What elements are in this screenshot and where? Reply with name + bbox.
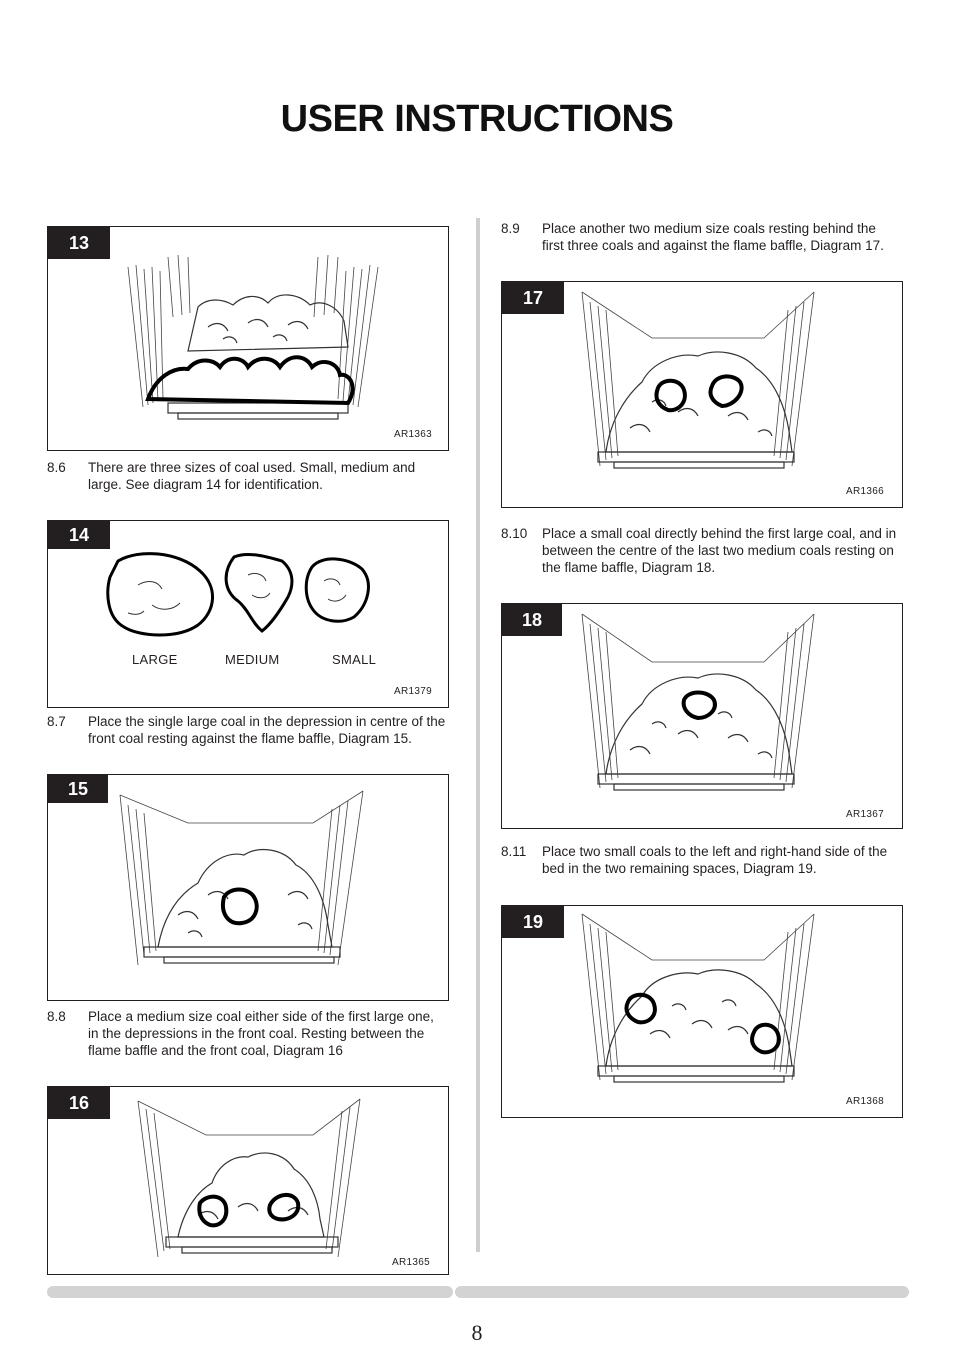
- diagram-13: [47, 226, 449, 451]
- step-text-line: Place a medium size coal either side of the first large one,: [88, 1009, 434, 1024]
- label-small: SMALL: [332, 652, 377, 667]
- diagram-number-badge: 14: [48, 521, 110, 549]
- diagram-number-badge: 18: [502, 604, 562, 636]
- diagram-reference: AR1367: [846, 809, 884, 820]
- step-text: [88, 459, 415, 493]
- fireplace-illustration-18: [502, 604, 902, 828]
- label-large: LARGE: [132, 652, 178, 667]
- diagram-reference: AR1379: [394, 686, 432, 697]
- diagram-reference: AR1366: [846, 486, 884, 497]
- step-8-9: [501, 220, 911, 256]
- step-text-line: first three coals and against the flame baffle, Diagram 17.: [542, 238, 884, 253]
- diagram-number-badge: 15: [48, 775, 108, 803]
- step-text-line: in the depressions in the front coal. Resting between the: [88, 1026, 425, 1041]
- step-text-line: large. See diagram 14 for identification.: [88, 477, 323, 492]
- step-8-7: [47, 713, 457, 749]
- fireplace-illustration-13: [48, 227, 448, 450]
- diagram-reference: AR1365: [392, 1257, 430, 1268]
- medium-coal-icon: [226, 554, 292, 631]
- step-text-line: Place two small coals to the left and right-hand side of the: [542, 844, 888, 859]
- step-number: 8.10: [501, 526, 528, 541]
- footer-bar-left: [47, 1286, 453, 1298]
- step-text-line: front coal resting against the flame baffle, Diagram 15.: [88, 731, 412, 746]
- diagram-number-badge: 19: [502, 906, 564, 938]
- step-text-line: Place a small coal directly behind the first large coal, and in: [542, 526, 897, 541]
- step-8-8: [47, 1008, 457, 1062]
- step-text-line: There are three sizes of coal used. Small, medium and: [88, 460, 416, 475]
- diagram-16: [47, 1086, 449, 1275]
- label-medium: MEDIUM: [225, 652, 280, 667]
- step-8-6: [47, 459, 457, 495]
- diagram-number-badge: 17: [502, 282, 564, 314]
- diagram-14: [47, 520, 449, 708]
- step-text: [542, 843, 887, 877]
- step-text-line: Place another two medium size coals resting behind the: [542, 221, 876, 236]
- large-coal-icon: [108, 554, 213, 635]
- diagram-reference: AR1363: [394, 429, 432, 440]
- step-text-line: the flame baffle, Diagram 18.: [542, 560, 716, 575]
- step-text: [88, 1008, 434, 1059]
- diagram-number-badge: 13: [48, 227, 110, 259]
- step-8-10: [501, 525, 911, 579]
- diagram-15: [47, 774, 449, 1001]
- step-text-line: Place the single large coal in the depression in centre of the: [88, 714, 446, 729]
- step-text-line: bed in the two remaining spaces, Diagram 19.: [542, 861, 817, 876]
- step-number: 8.8: [47, 1009, 66, 1024]
- footer-bar-right: [455, 1286, 909, 1298]
- page-title: USER INSTRUCTIONS: [280, 98, 674, 140]
- step-number: 8.9: [501, 221, 520, 236]
- step-number: 8.11: [501, 844, 527, 859]
- small-coal-icon: [306, 559, 368, 621]
- step-number: 8.6: [47, 460, 66, 475]
- column-divider: [476, 218, 480, 1252]
- step-text: [542, 525, 896, 576]
- step-text: [542, 220, 884, 254]
- step-text: [88, 713, 445, 747]
- step-text-line: flame baffle and the front coal, Diagram 16: [88, 1043, 343, 1058]
- fireplace-illustration-15: [48, 775, 448, 1000]
- step-text-line: between the centre of the last two medium coals resting on: [542, 543, 894, 558]
- diagram-number-badge: 16: [48, 1087, 110, 1119]
- step-8-11: [501, 843, 911, 879]
- diagram-18: [501, 603, 903, 829]
- page-number: 8: [471, 1320, 483, 1345]
- diagram-reference: AR1368: [846, 1096, 884, 1107]
- diagram-17: [501, 281, 903, 508]
- fireplace-illustration-17: [502, 282, 902, 507]
- diagram-19: [501, 905, 903, 1118]
- step-number: 8.7: [47, 714, 66, 729]
